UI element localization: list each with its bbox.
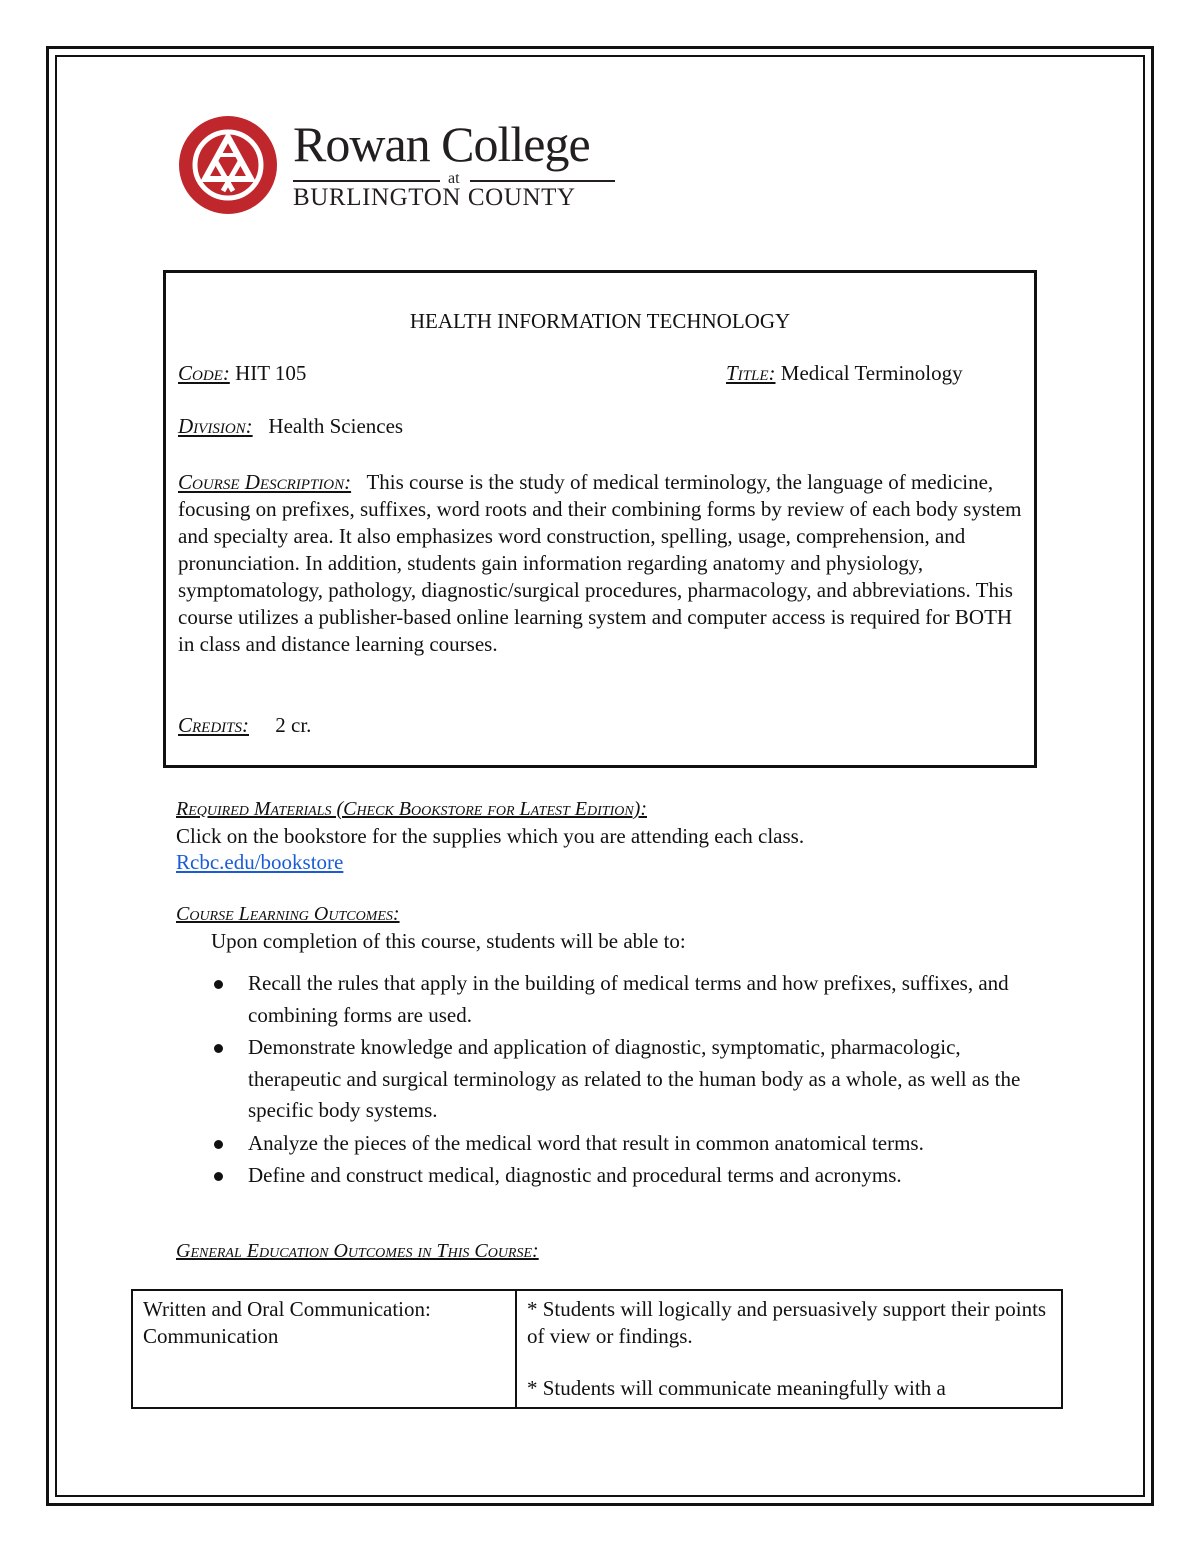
college-logo: [178, 115, 638, 220]
course-info-box: [163, 270, 1037, 768]
gen-ed-outcome-2: * Students will communicate meaningfully with a: [527, 1376, 946, 1400]
title-line: [726, 361, 963, 386]
list-item: [212, 1032, 1032, 1127]
list-item: [212, 968, 1032, 1031]
bullet-icon: [214, 1172, 223, 1181]
code-label: Code:: [178, 361, 230, 385]
division-line: [178, 414, 403, 439]
materials-text: Click on the bookstore for the supplies which you are attending each class.: [176, 824, 805, 848]
outcome-text: Recall the rules that apply in the building of medical terms and how prefixes, suffixes, and combining forms are used.: [248, 971, 1009, 1027]
code-value: HIT 105: [235, 361, 307, 385]
table-cell-area: [132, 1290, 516, 1408]
learning-outcomes-list: [212, 968, 1032, 1193]
division-value: Health Sciences: [268, 414, 404, 438]
logo-main-text: Rowan College: [293, 116, 590, 172]
materials-heading: Required Materials (Check Bookstore for Latest Edition):: [176, 798, 648, 820]
gen-ed-outcome-1: * Students will logically and persuasively support their points of view or findings.: [527, 1297, 1047, 1348]
outcome-text: Define and construct medical, diagnostic and procedural terms and acronyms.: [248, 1163, 902, 1187]
credits-label: Credits:: [178, 713, 249, 737]
division-label: Division:: [178, 414, 253, 438]
description-label: Course Description:: [178, 470, 352, 494]
area-line-2: Communication: [143, 1324, 279, 1348]
outcome-text: Analyze the pieces of the medical word that result in common anatomical terms.: [248, 1130, 924, 1155]
description-text: This course is the study of medical terminology, the language of medicine, focusing on prefixes, suffixes, word roots and their combining forms by review of each body system and specialty area. It also emphasizes word construction, spelling, usage, comprehension, and pronunciation. In addition, students gain information regarding anatomy and physiology, symptomatology, pathology, diagnostic/surgical procedures, pharmacology, and abbreviations. This course utilizes a publisher-based online learning system and computer access is required for BOTH in class and distance learning courses.: [178, 470, 1022, 656]
credits-value: 2 cr.: [275, 713, 312, 737]
credits-line: [178, 713, 311, 738]
bookstore-link[interactable]: Rcbc.edu/bookstore: [176, 850, 344, 874]
title-label: Title:: [726, 361, 776, 385]
table-row: [132, 1290, 1062, 1408]
code-line: [178, 361, 306, 386]
gen-ed-heading: General Education Outcomes in This Course:: [176, 1240, 539, 1262]
logo-sub-text: BURLINGTON COUNTY: [293, 184, 576, 211]
logo-at-text: at: [448, 170, 460, 187]
gen-ed-table: [131, 1289, 1063, 1409]
bullet-icon: [214, 1044, 223, 1053]
area-line-1: Written and Oral Communication:: [143, 1297, 431, 1321]
list-item: [212, 1160, 1032, 1192]
bullet-icon: [214, 980, 223, 989]
program-heading: HEALTH INFORMATION TECHNOLOGY: [409, 309, 791, 333]
list-item: [212, 1128, 1032, 1160]
learning-outcomes-heading: Course Learning Outcomes:: [176, 903, 400, 925]
learning-outcomes-intro: Upon completion of this course, students will be able to:: [211, 929, 686, 953]
course-description: [178, 469, 1028, 658]
college-seal-icon: [178, 115, 278, 215]
outcome-text: Demonstrate knowledge and application of diagnostic, symptomatic, pharmacologic, therapeutic and surgical terminology as related to the human body as a whole, as well as the specific body systems.: [248, 1035, 1021, 1122]
bullet-icon: [214, 1140, 223, 1149]
table-cell-outcomes: [516, 1290, 1062, 1408]
title-value: Medical Terminology: [780, 361, 963, 385]
